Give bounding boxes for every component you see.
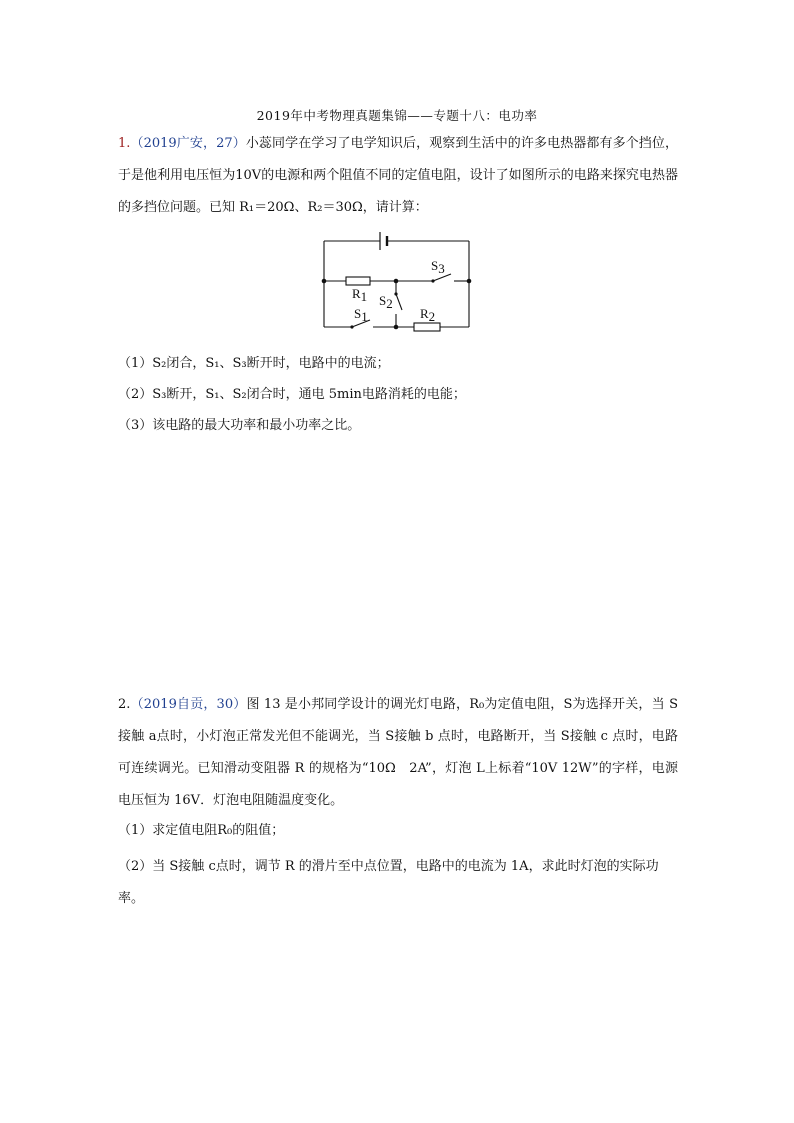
- label-s2: S2: [379, 293, 393, 311]
- question-1-sub-1: （1）S₂闭合，S₁、S₃断开时，电路中的电流；: [118, 356, 390, 371]
- switch-contact-s1: [350, 325, 353, 328]
- question-2-text: [118, 689, 678, 817]
- resistor-r2: [414, 323, 440, 331]
- label-r2: R2: [420, 306, 436, 324]
- junction-right-middle: [467, 279, 472, 284]
- switch-contact-s3: [431, 279, 434, 282]
- question-2-source: （2019自贡，30）: [130, 697, 247, 712]
- junction-bottom: [394, 325, 399, 330]
- question-1-text: [118, 128, 678, 224]
- page-title: 2019年中考物理真题集锦——专题十八：电功率: [256, 108, 538, 123]
- question-1-number: 1.: [118, 136, 131, 151]
- question-1-body: 小蕊同学在学习了电学知识后，观察到生活中的许多电热器都有多个挡位，于是他利用电压恒为10V的电源和两个阻值不同的定值电阻，设计了如图所示的电路来探究电热器的多挡位问题。已知 R₁＝20Ω、R₂＝30Ω，请计算：: [118, 136, 678, 215]
- resistor-r1: [346, 277, 370, 285]
- junction-left-middle: [322, 279, 327, 284]
- label-r1: R1: [352, 286, 368, 304]
- circuit-diagram: [316, 226, 476, 332]
- question-2-body: 图 13 是小邦同学设计的调光灯电路，R₀为定值电阻，S为选择开关，当 S接触 a点时，小灯泡正常发光但不能调光，当 S接触 b 点时，电路断开，当 S接触 c 点时，电路可连续调光。已知滑动变阻器 R 的规格为“10Ω 2A”，灯泡 L上标着“10V 12W”的字样，电源电压恒为 16V．灯泡电阻随温度变化。: [118, 697, 678, 808]
- label-s3: S3: [431, 258, 445, 276]
- junction-center: [394, 279, 399, 284]
- question-1-sub-3: （3）该电路的最大功率和最小功率之比。: [118, 418, 361, 433]
- label-s1: S1: [354, 306, 368, 324]
- question-2-number: 2.: [118, 697, 131, 712]
- question-1-sub-2: （2）S₃断开，S₁、S₂闭合时，通电 5min电路消耗的电能；: [118, 387, 466, 402]
- question-2-sub-1: （1）求定值电阻R₀的阻值；: [118, 823, 285, 838]
- switch-contact-s2: [394, 292, 397, 295]
- question-2-sub-2: （2）当 S接触 c点时，调节 R 的滑片至中点位置，电路中的电流为 1A，求此时灯泡的实际功率。: [118, 859, 659, 906]
- question-1-source: （2019广安，27）: [130, 136, 246, 151]
